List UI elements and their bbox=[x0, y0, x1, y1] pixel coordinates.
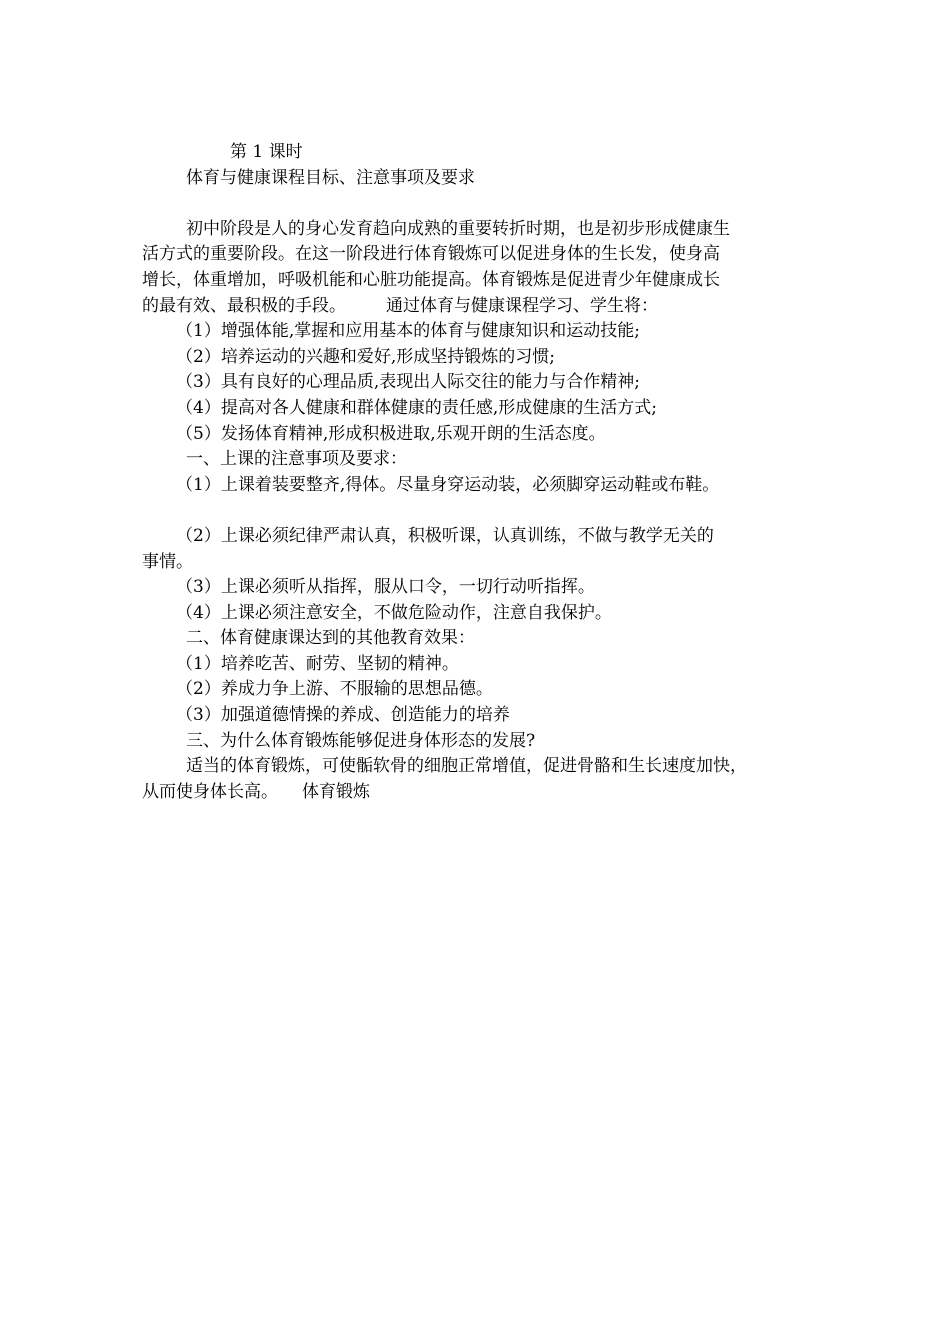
intro-sentence-end: 的最有效、最积极的手段。 bbox=[142, 295, 346, 316]
goals-list bbox=[142, 319, 826, 447]
section3-trailing: 体育锻炼 bbox=[302, 781, 370, 802]
rule-item: （3）上课必须听从指挥，服从口令，一切行动听指挥。 bbox=[176, 577, 595, 598]
goal-item: （3）具有良好的心理品质,表现出人际交往的能力与合作精神; bbox=[176, 372, 640, 393]
goal-item: （4）提高对各人健康和群体健康的责任感,形成健康的生活方式; bbox=[176, 397, 657, 418]
effect-item: （1）培养吃苦、耐劳、坚韧的精神。 bbox=[176, 653, 459, 674]
intro-paragraph bbox=[142, 217, 826, 319]
rule-item: （1）上课着装要整齐,得体。尽量身穿运动装，必须脚穿运动鞋或布鞋。 bbox=[176, 474, 720, 495]
rule-item: （4）上课必须注意安全，不做危险动作，注意自我保护。 bbox=[176, 602, 612, 623]
intro-line: 初中阶段是人的身心发育趋向成熟的重要转折时期，也是初步形成健康生 bbox=[186, 218, 730, 239]
intro-line: 活方式的重要阶段。在这一阶段进行体育锻炼可以促进身体的生长发，使身高 bbox=[142, 244, 720, 265]
section3-text-last bbox=[142, 780, 826, 806]
rule-item: （2）上课必须纪律严肃认真，积极听课，认真训练，不做与教学无关的 bbox=[176, 525, 714, 546]
effect-item: （2）养成力争上游、不服输的思想品德。 bbox=[176, 679, 493, 700]
section-heading-1: 一、上课的注意事项及要求： bbox=[186, 449, 407, 470]
section-heading-2: 二、体育健康课达到的其他教育效果： bbox=[186, 628, 475, 649]
goal-item: （2）培养运动的兴趣和爱好,形成坚持锻炼的习惯; bbox=[176, 346, 555, 367]
lesson-number: 第 1 课时 bbox=[230, 142, 303, 162]
document-body bbox=[142, 140, 826, 805]
effect-item: （3）加强道德情操的养成、创造能力的培养 bbox=[176, 705, 510, 726]
section-heading-3: 三、为什么体育锻炼能够促进身体形态的发展? bbox=[186, 730, 536, 751]
goal-item: （5）发扬体育精神,形成积极进取,乐观开朗的生活态度。 bbox=[176, 423, 606, 444]
blank-line bbox=[142, 498, 826, 524]
rule-item-continuation: 事情。 bbox=[142, 551, 193, 572]
intro-line: 增长，体重增加，呼吸机能和心脏功能提高。体育锻炼是促进青少年健康成长 bbox=[142, 269, 720, 290]
document-title: 体育与健康课程目标、注意事项及要求 bbox=[186, 167, 475, 188]
intro-learning-lead: 通过体育与健康课程学习、学生将： bbox=[386, 295, 658, 316]
blank-line bbox=[142, 191, 826, 217]
intro-line-last bbox=[142, 294, 826, 320]
section3-text: 适当的体育锻炼，可使骺软骨的细胞正常增值，促进骨骼和生长速度加快， bbox=[186, 756, 747, 777]
goal-item: （1）增强体能,掌握和应用基本的体育与健康知识和运动技能; bbox=[176, 321, 640, 342]
section3-sentence: 从而使身体长高。 bbox=[142, 781, 278, 802]
